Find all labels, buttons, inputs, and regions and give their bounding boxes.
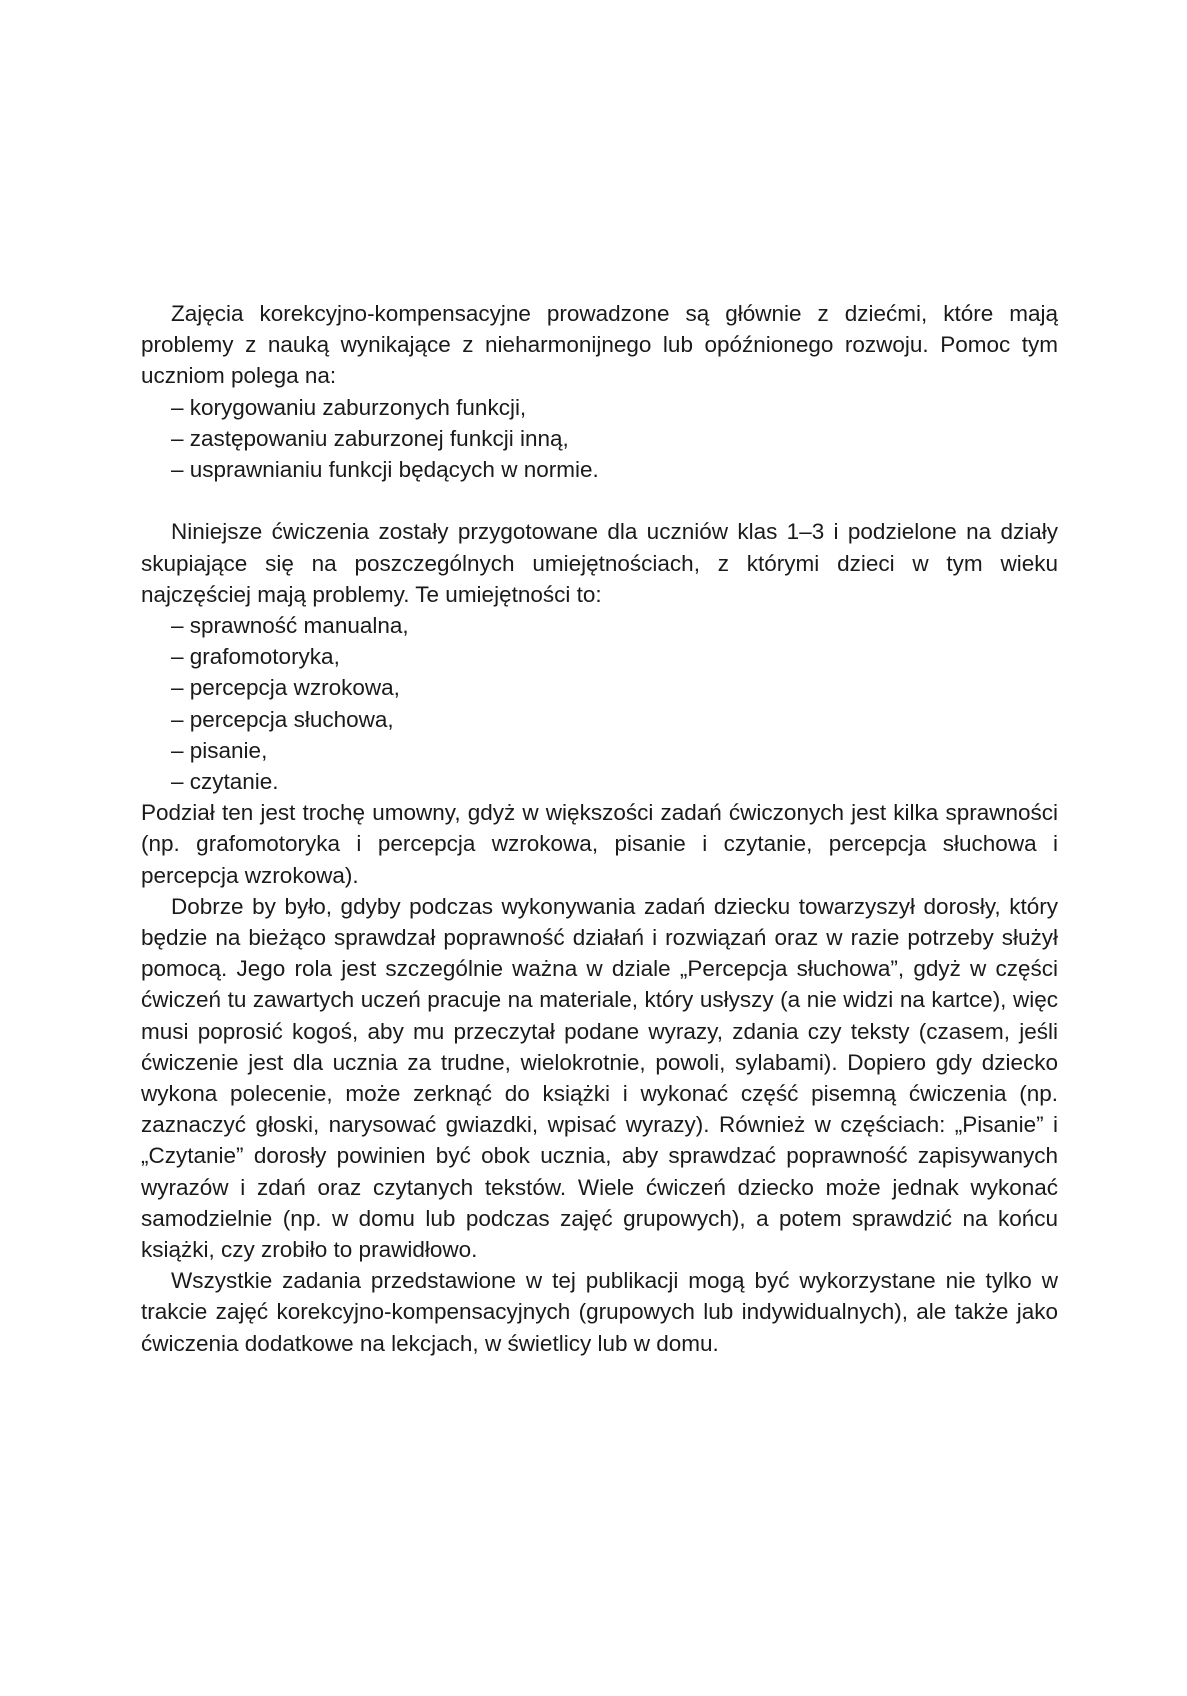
division-note-paragraph: Podział ten jest trochę umowny, gdyż w większości zadań ćwiczonych jest kilka sprawności (np. grafomotoryka i percepcja wzrokowa, pisanie i czytanie, percepcja słuchowa i percepcja wzrokowa). xyxy=(141,800,1058,888)
list-item: – grafomotoryka, xyxy=(171,644,340,670)
page-content xyxy=(141,298,1058,1359)
usage-paragraph: Wszystkie zadania przedstawione w tej publikacji mogą być wykorzystane nie tylko w trakcie zajęć korekcyjno-kompensacyjnych (grupowych lub indywidualnych), ale także jako ćwiczenia dodatkowe na lekcjach, w świetlicy lub w domu. xyxy=(141,1268,1058,1356)
list-item: – korygowaniu zaburzonych funkcji, xyxy=(171,394,527,420)
intro-list xyxy=(141,392,1058,486)
skills-list xyxy=(141,610,1058,797)
list-item: – usprawnianiu funkcji będących w normie. xyxy=(171,457,599,483)
list-item: – percepcja słuchowa, xyxy=(171,706,394,732)
list-item: – pisanie, xyxy=(171,737,268,763)
adult-help-paragraph: Dobrze by było, gdyby podczas wykonywania zadań dziecku towarzyszył dorosły, który będzie na bieżąco sprawdzał poprawność działań i rozwiązań oraz w razie potrzeby służył pomocą. Jego rola jest szczególnie ważna w dziale „Percepcja słuchowa”, gdyż w części ćwiczeń tu zawartych uczeń pracuje na materiale, który usłyszy (a nie widzi na kartce), więc musi poprosić kogoś, aby mu przeczytał podane wyrazy, zdania czy teksty (czasem, jeśli ćwiczenie jest dla ucznia za trudne, wielokrotnie, powoli, sylabami). Dopiero gdy dziecko wykona polecenie, może zerknąć do książki i wykonać część pisemną ćwiczenia (np. zaznaczyć głoski, narysować gwiazdki, wpisać wyrazy). Również w częściach: „Pisanie” i „Czytanie” dorosły powinien być obok ucznia, aby sprawdzać poprawność zapisywanych wyrazów i zdań oraz czytanych tekstów. Wiele ćwiczeń dziecko może jednak wykonać samodzielnie (np. w domu lub podczas zajęć grupowych), a potem sprawdzić na końcu książki, czy zrobiło to prawidłowo. xyxy=(141,893,1058,1263)
list-item: – czytanie. xyxy=(171,769,279,795)
list-item: – percepcja wzrokowa, xyxy=(171,675,400,701)
list-item: – zastępowaniu zaburzonej funkcji inną, xyxy=(171,425,569,451)
skills-paragraph: Niniejsze ćwiczenia zostały przygotowane dla uczniów klas 1–3 i podzielone na działy skupiające się na poszczególnych umiejętnościach, z którymi dzieci w tym wieku najczęściej mają problemy. Te umiejętności to: xyxy=(141,519,1058,607)
intro-paragraph: Zajęcia korekcyjno-kompensacyjne prowadzone są głównie z dziećmi, które mają problemy z nauką wynikające z nieharmonijnego lub opóźnionego rozwoju. Pomoc tym uczniom polega na: xyxy=(141,301,1058,389)
list-item: – sprawność manualna, xyxy=(171,613,409,639)
paragraph-spacer xyxy=(141,485,1058,516)
